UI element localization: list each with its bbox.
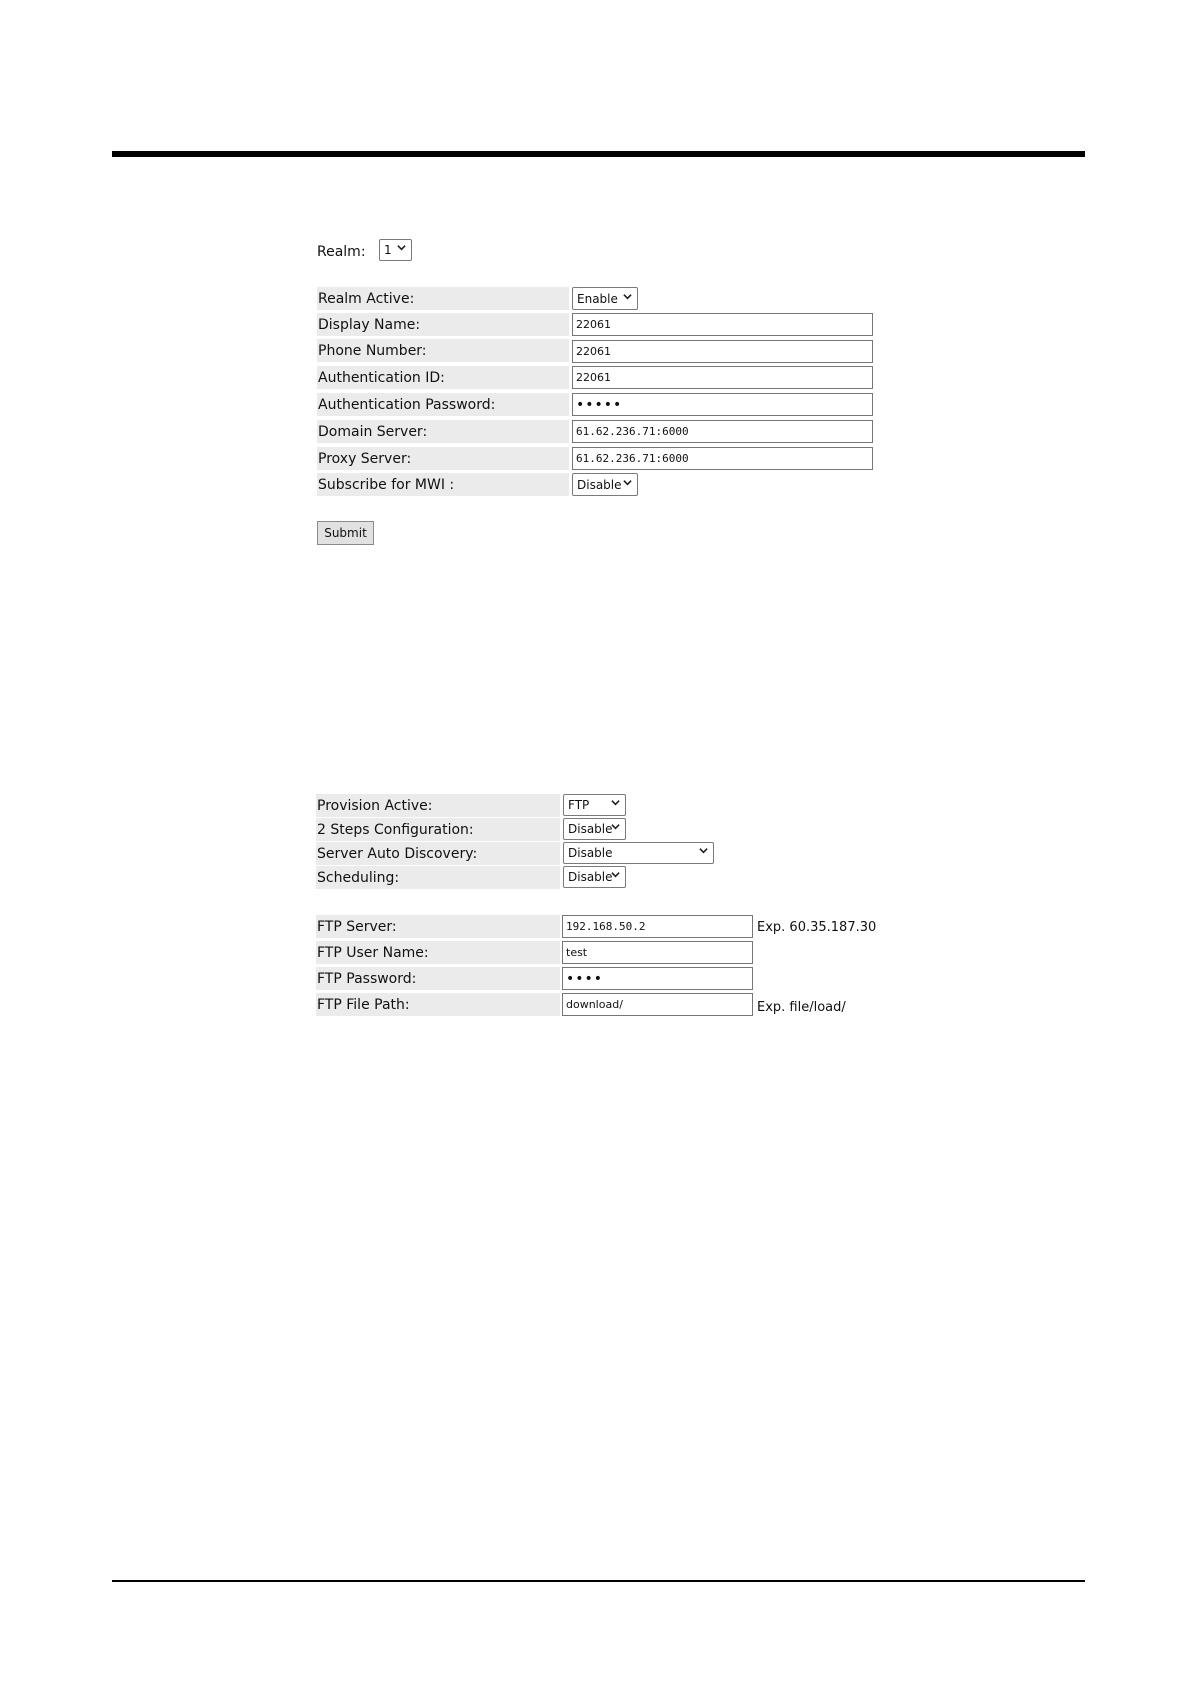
authentication-password-row: [317, 393, 569, 416]
realm-active-select[interactable]: [572, 287, 638, 310]
realm-active-label: Realm Active:: [318, 291, 415, 307]
ftp-password-label: FTP Password:: [317, 971, 417, 987]
domain-server-row: [317, 420, 569, 443]
authentication-id-row: [317, 366, 569, 389]
scheduling-value: Disable: [568, 870, 613, 884]
ftp-user-name-row: [316, 941, 560, 964]
ftp-file-path-row: [316, 993, 560, 1016]
provision-active-label: Provision Active:: [317, 798, 433, 814]
chevron-down-icon: [623, 292, 632, 301]
ftp-file-path-input[interactable]: download/: [562, 993, 753, 1016]
domain-server-input[interactable]: 61.62.236.71:6000: [572, 420, 873, 443]
ftp-password-input[interactable]: ••••: [562, 967, 753, 990]
ftp-file-path-label: FTP File Path:: [317, 997, 410, 1013]
realm-active-row: [317, 287, 569, 310]
ftp-file-path-hint: Exp. file/load/: [757, 1000, 846, 1015]
proxy-server-input[interactable]: 61.62.236.71:6000: [572, 447, 873, 470]
scheduling-select[interactable]: [563, 866, 626, 888]
chevron-down-icon: [611, 870, 620, 879]
submit-button[interactable]: Submit: [317, 521, 374, 545]
realm-select[interactable]: [379, 239, 412, 261]
display-name-label: Display Name:: [318, 317, 421, 333]
chevron-down-icon: [397, 243, 406, 252]
server-auto-discovery-value: Disable: [568, 846, 613, 860]
subscribe-mwi-row: [317, 473, 569, 496]
domain-server-label: Domain Server:: [318, 424, 428, 440]
subscribe-mwi-value: Disable: [577, 477, 622, 492]
phone-number-label: Phone Number:: [318, 343, 427, 359]
chevron-down-icon: [699, 846, 708, 855]
ftp-user-name-label: FTP User Name:: [317, 945, 429, 961]
ftp-server-label: FTP Server:: [317, 919, 397, 935]
scheduling-label: Scheduling:: [317, 870, 400, 886]
realm-active-value: Enable: [577, 291, 618, 306]
two-steps-configuration-value: Disable: [568, 822, 613, 836]
phone-number-row: [317, 339, 569, 362]
authentication-password-input[interactable]: •••••: [572, 393, 873, 416]
ftp-password-row: [316, 967, 560, 990]
subscribe-mwi-select[interactable]: [572, 473, 638, 496]
authentication-password-label: Authentication Password:: [318, 397, 496, 413]
scheduling-row: [316, 866, 560, 889]
proxy-server-label: Proxy Server:: [318, 451, 412, 467]
proxy-server-row: [317, 447, 569, 470]
server-auto-discovery-row: [316, 842, 560, 865]
authentication-id-label: Authentication ID:: [318, 370, 445, 386]
chevron-down-icon: [623, 478, 632, 487]
two-steps-configuration-label: 2 Steps Configuration:: [317, 822, 474, 838]
ftp-server-row: [316, 915, 560, 938]
chevron-down-icon: [611, 822, 620, 831]
two-steps-configuration-select[interactable]: [563, 818, 626, 840]
ftp-server-hint: Exp. 60.35.187.30: [757, 920, 877, 935]
provision-active-value: FTP: [568, 798, 590, 812]
server-auto-discovery-select[interactable]: [563, 842, 714, 864]
ftp-user-name-input[interactable]: test: [562, 941, 753, 964]
provision-active-select[interactable]: [563, 794, 626, 816]
authentication-id-input[interactable]: 22061: [572, 366, 873, 389]
chevron-down-icon: [611, 798, 620, 807]
phone-number-input[interactable]: 22061: [572, 340, 873, 363]
top-rule: [112, 151, 1085, 157]
provision-active-row: [316, 794, 560, 817]
two-steps-configuration-row: [316, 818, 560, 841]
display-name-input[interactable]: 22061: [572, 313, 873, 336]
display-name-row: [317, 313, 569, 336]
subscribe-mwi-label: Subscribe for MWI :: [318, 477, 455, 493]
bottom-rule: [112, 1580, 1085, 1582]
realm-select-value: 1: [384, 243, 392, 257]
server-auto-discovery-label: Server Auto Discovery:: [317, 846, 478, 862]
realm-label: Realm:: [317, 244, 366, 260]
ftp-server-input[interactable]: 192.168.50.2: [562, 915, 753, 938]
